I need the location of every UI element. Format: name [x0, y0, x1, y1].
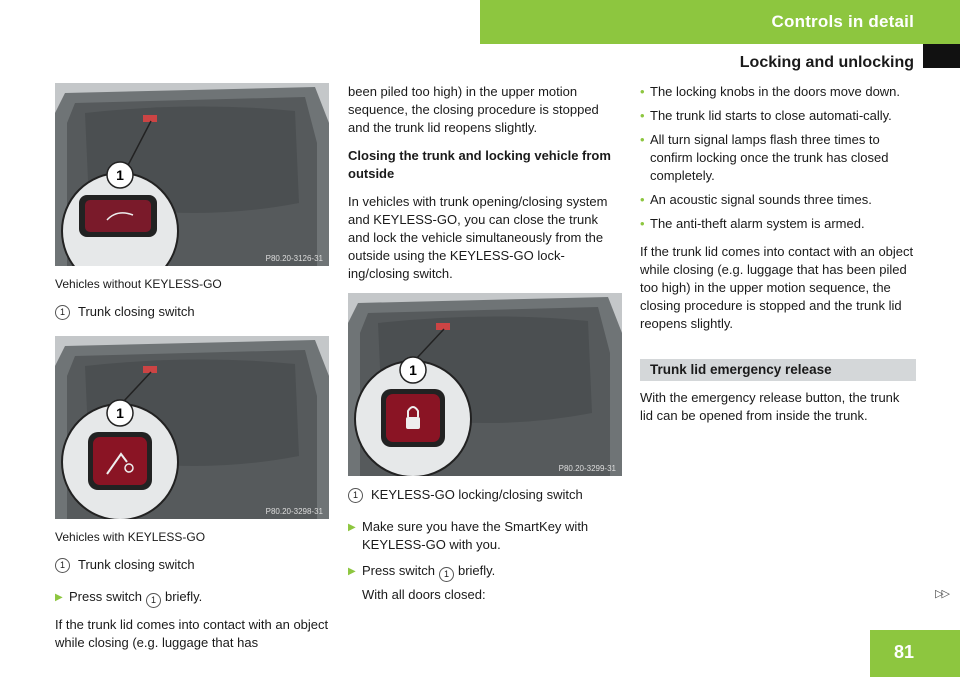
- legend-label-1: Trunk closing switch: [78, 304, 195, 319]
- page-number: 81: [893, 642, 914, 662]
- list-item: • The anti-theft alarm system is armed.: [640, 216, 865, 231]
- legend-number-2: 1: [55, 558, 70, 573]
- callout-number-3: 1: [409, 362, 417, 378]
- trunk-close-button-icon: [85, 200, 151, 232]
- figure-caption-1: Vehicles without KEYLESS-GO: [55, 277, 222, 291]
- figure-legend-3: [348, 486, 622, 504]
- legend-label-2: Trunk closing switch: [78, 557, 195, 572]
- photo-code-1: P80.20-3126-31: [265, 254, 323, 263]
- trunk-illustration-2: [55, 336, 329, 519]
- trunk-photo-3: [348, 293, 622, 476]
- result-bullet-list: [640, 83, 916, 233]
- emergency-release-heading: Trunk lid emergency release: [640, 359, 916, 381]
- chapter-title: Controls in detail: [771, 12, 914, 31]
- column-3: [640, 83, 916, 435]
- legend-number-1: 1: [55, 305, 70, 320]
- body-paragraph-cont: been piled too high) in the upper motion sequence, the closing procedure is stopped and the trunk lid reopens slightly.: [348, 84, 599, 135]
- step-arrow-icon: ▶: [55, 592, 63, 603]
- trunk-switch-small: [143, 115, 157, 122]
- trunk-illustration-3: [348, 293, 622, 476]
- continue-marker-icon: ▷▷: [935, 588, 948, 600]
- page-number-tab: [870, 630, 960, 677]
- figure-legend-1: [55, 303, 329, 321]
- list-item: • The trunk lid starts to close automati-cally.: [640, 108, 892, 123]
- keyless-trunk-button-icon: [93, 437, 147, 485]
- photo-code-3: P80.20-3299-31: [558, 464, 616, 473]
- instruction-step-2: ▶ Press switch 1 briefly.: [348, 562, 622, 582]
- trunk-photo-2: [55, 336, 329, 519]
- list-item: • The locking knobs in the doors move down.: [640, 84, 901, 99]
- figure-legend-2: [55, 556, 329, 574]
- trunk-photo-1: [55, 83, 329, 266]
- step-arrow-icon: ▶: [348, 522, 356, 533]
- result-intro: With all doors closed:: [362, 586, 486, 602]
- step-arrow-icon: ▶: [348, 566, 356, 577]
- callout-number-1: 1: [116, 167, 124, 183]
- legend-label-3: KEYLESS-GO locking/closing switch: [371, 487, 583, 502]
- instruction-step: ▶ Press switch 1 briefly.: [55, 588, 329, 608]
- section-title: Locking and unlocking: [739, 54, 914, 71]
- column-1: [55, 83, 329, 662]
- emergency-release-text: With the emergency release button, the trunk lid can be opened from inside the trunk.: [640, 390, 900, 423]
- list-item: • All turn signal lamps flash three times to confirm locking once the trunk has closed completely.: [640, 132, 889, 183]
- trunk-illustration-1: [55, 83, 329, 266]
- intro-paragraph: In vehicles with trunk opening/closing system and KEYLESS-GO, you can close the trunk and lock the vehicle simultaneously from the outside using the KEYLESS-GO lock-ing/closing switch.: [348, 194, 608, 281]
- body-paragraph: If the trunk lid comes into contact with an object while closing (e.g. luggage that has: [55, 616, 329, 650]
- figure-caption-2: Vehicles with KEYLESS-GO: [55, 530, 206, 544]
- section-marker: [923, 44, 960, 68]
- photo-code-2: P80.20-3298-31: [265, 507, 323, 516]
- subheading: Closing the trunk and locking vehicle from outside: [348, 148, 611, 181]
- callout-number-2: 1: [116, 405, 124, 421]
- list-item: • An acoustic signal sounds three times.: [640, 192, 872, 207]
- body-paragraph: If the trunk lid comes into contact with an object while closing (e.g. luggage that has been piled too high) in the upper motion sequence, the closing procedure is stopped and the trunk lid reopens slightly.: [640, 244, 914, 331]
- column-2: [348, 83, 622, 614]
- chapter-header-tab: [480, 0, 960, 44]
- legend-number-3: 1: [348, 488, 363, 503]
- instruction-step-1: ▶ Make sure you have the SmartKey with KEYLESS-GO with you.: [348, 519, 589, 552]
